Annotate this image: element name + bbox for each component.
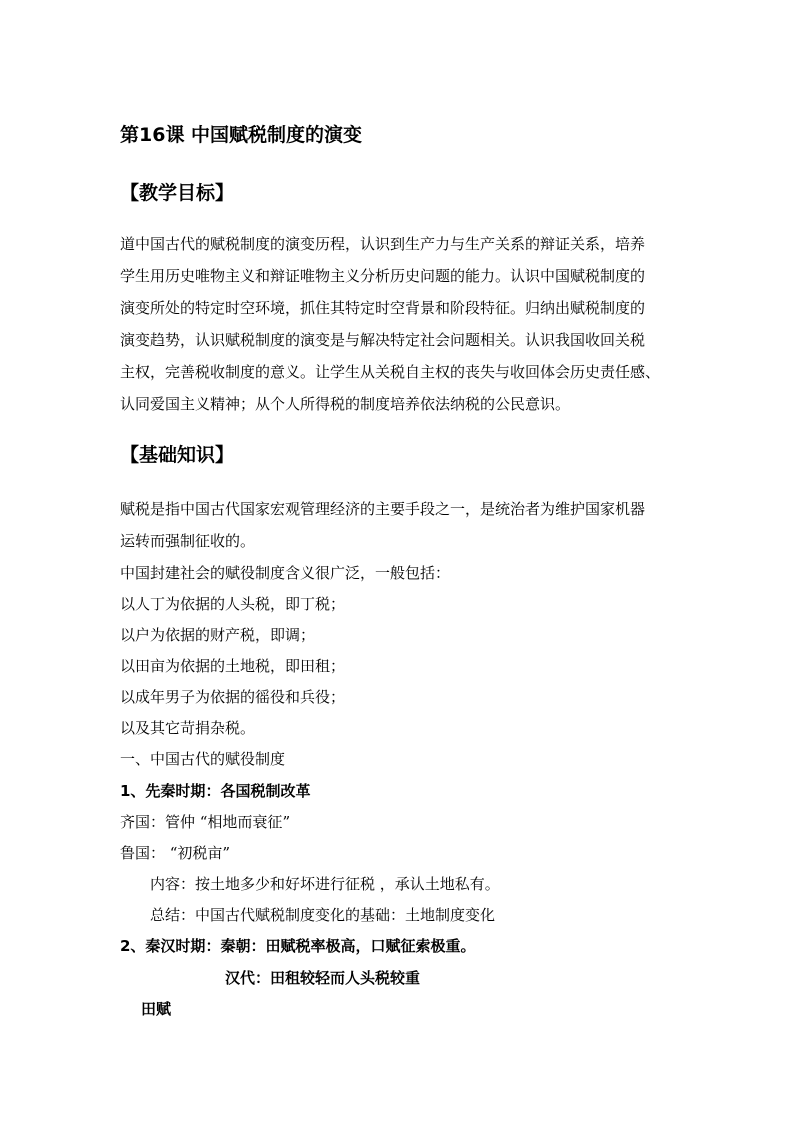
objectives-line: 道中国古代的赋税制度的演变历程，认识到生产力与生产关系的辩证关系，培养: [120, 235, 646, 253]
basics-line: 运转而强制征收的。: [120, 532, 256, 550]
objectives-line: 主权，完善税收制度的意义。让学生从关税自主权的丧失与收回体会历史责任感、: [120, 363, 661, 381]
objectives-line: 演变趋势，认识赋税制度的演变是与解决特定社会问题相关。认识我国收回关税: [120, 331, 646, 349]
objectives-line: 认同爱国主义精神；从个人所得税的制度培养依法纳税的公民意识。: [120, 395, 571, 413]
basics-line: 内容：按土地多少和好坏进行征税 ，承认土地私有。: [150, 875, 500, 893]
objectives-line: 演变所处的特定时空环境，抓住其特定时空背景和阶段特征。归纳出赋税制度的: [120, 299, 646, 317]
basics-line: 汉代：田租较轻而人头税较重: [225, 969, 421, 987]
basics-line: 中国封建社会的赋役制度含义很广泛，一般包括：: [120, 564, 451, 582]
basics-line: 田赋: [141, 1000, 172, 1018]
section-heading-basics: 【基础知识】: [120, 444, 235, 466]
section-heading-objectives: 【教学目标】: [120, 182, 235, 204]
basics-line: 总结：中国古代赋税制度变化的基础：土地制度变化: [150, 906, 496, 924]
page-title: 第16课 中国赋税制度的演变: [120, 124, 363, 146]
subheading-pre-qin: 1、先秦时期：各国税制改革: [120, 782, 311, 800]
basics-line: 赋税是指中国古代国家宏观管理经济的主要手段之一，是统治者为维护国家机器: [120, 500, 646, 518]
basics-line: 以田亩为依据的土地税，即田租；: [120, 657, 346, 675]
basics-line: 齐国：管仲 “相地而衰征”: [120, 813, 291, 831]
objectives-line: 学生用历史唯物主义和辩证唯物主义分析历史问题的能力。认识中国赋税制度的: [120, 267, 646, 285]
basics-line: 以成年男子为依据的徭役和兵役；: [120, 688, 346, 706]
subheading-qin-han: 2、秦汉时期：秦朝：田赋税率极高，口赋征索极重。: [120, 937, 476, 955]
basics-line: 一、中国古代的赋役制度: [120, 750, 286, 768]
basics-line: 以人丁为依据的人头税，即丁税；: [120, 595, 346, 613]
basics-line: 鲁国： “初税亩”: [120, 844, 231, 862]
basics-line: 以及其它苛捐杂税。: [120, 719, 256, 737]
basics-line: 以户为依据的财产税，即调；: [120, 626, 316, 644]
